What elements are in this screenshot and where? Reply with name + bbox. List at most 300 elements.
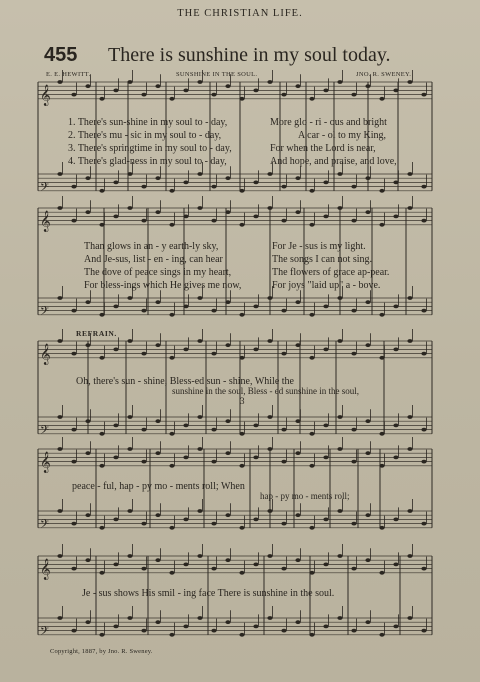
note-head bbox=[239, 526, 244, 530]
note-head bbox=[183, 348, 188, 352]
note-head bbox=[141, 352, 146, 356]
note-head bbox=[57, 339, 62, 343]
note-head bbox=[407, 447, 412, 451]
composer-credit: JNO. R. SWENEY. bbox=[356, 71, 412, 78]
note-head bbox=[169, 97, 174, 101]
note-head bbox=[323, 215, 328, 219]
note-head bbox=[309, 526, 314, 530]
note-head bbox=[155, 419, 160, 423]
note-head bbox=[295, 419, 300, 423]
note-head bbox=[351, 93, 356, 97]
note-head bbox=[267, 554, 272, 558]
note-head bbox=[113, 348, 118, 352]
note-head bbox=[99, 97, 104, 101]
note-head bbox=[99, 633, 104, 637]
refrain-bass-line-1: sunshine in the soul, Bless - ed sunshine in the soul, bbox=[172, 386, 359, 396]
note-head bbox=[225, 620, 230, 624]
note-head bbox=[393, 89, 398, 93]
note-head bbox=[365, 513, 370, 517]
note-head bbox=[239, 313, 244, 317]
note-head bbox=[253, 518, 258, 522]
note-head bbox=[323, 348, 328, 352]
note-head bbox=[407, 554, 412, 558]
note-head bbox=[393, 215, 398, 219]
note-head bbox=[323, 89, 328, 93]
note-head bbox=[281, 522, 286, 526]
note-head bbox=[323, 563, 328, 567]
note-head bbox=[309, 432, 314, 436]
clef-icon: 𝄞 bbox=[40, 558, 51, 580]
note-head bbox=[337, 296, 342, 300]
note-head bbox=[253, 424, 258, 428]
note-head bbox=[57, 415, 62, 419]
note-head bbox=[239, 633, 244, 637]
note-head bbox=[351, 219, 356, 223]
refrain-bass-line-2: hap - py mo - ments roll; bbox=[260, 491, 350, 501]
note-head bbox=[393, 305, 398, 309]
note-head bbox=[281, 219, 286, 223]
note-head bbox=[323, 518, 328, 522]
note-head bbox=[57, 296, 62, 300]
note-head bbox=[225, 84, 230, 88]
note-head bbox=[197, 554, 202, 558]
note-head bbox=[323, 305, 328, 309]
refrain-treble-line-3: Je - sus shows His smil - ing face There is sunshine in the soul. bbox=[82, 588, 335, 599]
note-head bbox=[407, 616, 412, 620]
note-head bbox=[85, 513, 90, 517]
note-head bbox=[421, 185, 426, 189]
note-head bbox=[281, 93, 286, 97]
note-head bbox=[113, 518, 118, 522]
note-head bbox=[379, 189, 384, 193]
note-head bbox=[211, 309, 216, 313]
note-head bbox=[71, 567, 76, 571]
note-head bbox=[239, 571, 244, 575]
note-head bbox=[309, 356, 314, 360]
triplet-mark: 3 bbox=[240, 396, 245, 406]
note-head bbox=[183, 305, 188, 309]
note-head bbox=[211, 93, 216, 97]
hymn-number: 455 bbox=[44, 44, 78, 66]
note-head bbox=[407, 206, 412, 210]
note-head bbox=[351, 352, 356, 356]
note-head bbox=[281, 185, 286, 189]
note-head bbox=[421, 522, 426, 526]
verse-2-line-2: And Je-sus, list - en - ing, can hear bbox=[84, 254, 223, 265]
note-head bbox=[71, 428, 76, 432]
note-head bbox=[85, 176, 90, 180]
note-head bbox=[155, 620, 160, 624]
note-head bbox=[267, 172, 272, 176]
note-head bbox=[295, 343, 300, 347]
note-head bbox=[295, 176, 300, 180]
note-head bbox=[197, 296, 202, 300]
note-head bbox=[71, 185, 76, 189]
note-head bbox=[281, 309, 286, 313]
note-head bbox=[407, 415, 412, 419]
note-head bbox=[57, 509, 62, 513]
verse-4-line-2: For bless-ings which He gives me now, bbox=[84, 280, 242, 291]
section-title: THE CHRISTIAN LIFE. bbox=[177, 8, 303, 19]
note-head bbox=[421, 309, 426, 313]
note-head bbox=[141, 567, 146, 571]
note-head bbox=[155, 558, 160, 562]
note-head bbox=[211, 185, 216, 189]
verse-4-line-1-cont: And hope, and praise, and love, bbox=[270, 156, 397, 167]
note-head bbox=[197, 206, 202, 210]
note-head bbox=[71, 309, 76, 313]
note-head bbox=[379, 571, 384, 575]
note-head bbox=[267, 339, 272, 343]
note-head bbox=[71, 93, 76, 97]
note-head bbox=[183, 215, 188, 219]
note-head bbox=[211, 219, 216, 223]
note-head bbox=[421, 219, 426, 223]
note-head bbox=[169, 633, 174, 637]
note-head bbox=[379, 356, 384, 360]
note-head bbox=[421, 428, 426, 432]
note-head bbox=[113, 215, 118, 219]
note-head bbox=[337, 415, 342, 419]
note-head bbox=[155, 176, 160, 180]
note-head bbox=[127, 296, 132, 300]
verse-3-line-1-cont: For when the Lord is near, bbox=[270, 143, 376, 154]
note-head bbox=[309, 223, 314, 227]
note-head bbox=[379, 223, 384, 227]
note-head bbox=[309, 571, 314, 575]
note-head bbox=[57, 554, 62, 558]
note-head bbox=[113, 424, 118, 428]
note-head bbox=[113, 563, 118, 567]
tune-name: SUNSHINE IN THE SOUL. bbox=[176, 71, 258, 78]
note-head bbox=[127, 447, 132, 451]
note-head bbox=[253, 625, 258, 629]
note-head bbox=[309, 633, 314, 637]
note-head bbox=[225, 513, 230, 517]
note-head bbox=[253, 305, 258, 309]
note-head bbox=[99, 571, 104, 575]
note-head bbox=[211, 460, 216, 464]
note-head bbox=[421, 567, 426, 571]
note-head bbox=[141, 185, 146, 189]
clef-icon: 𝄞 bbox=[40, 84, 51, 106]
note-head bbox=[99, 356, 104, 360]
note-head bbox=[253, 563, 258, 567]
note-head bbox=[267, 447, 272, 451]
note-head bbox=[127, 339, 132, 343]
note-head bbox=[57, 206, 62, 210]
note-head bbox=[155, 84, 160, 88]
note-head bbox=[337, 509, 342, 513]
note-head bbox=[421, 93, 426, 97]
note-head bbox=[57, 172, 62, 176]
note-head bbox=[141, 219, 146, 223]
note-head bbox=[141, 460, 146, 464]
verse-1-line-2-cont: For Je - sus is my light. bbox=[272, 241, 366, 252]
note-head bbox=[253, 89, 258, 93]
note-head bbox=[169, 571, 174, 575]
note-head bbox=[267, 206, 272, 210]
refrain-label: REFRAIN. bbox=[76, 329, 117, 338]
note-head bbox=[239, 97, 244, 101]
note-head bbox=[141, 428, 146, 432]
note-head bbox=[113, 456, 118, 460]
note-head bbox=[337, 339, 342, 343]
verse-3-line-2: The dove of peace sings in my heart, bbox=[84, 267, 232, 278]
note-head bbox=[141, 629, 146, 633]
note-head bbox=[379, 432, 384, 436]
note-head bbox=[71, 629, 76, 633]
note-head bbox=[281, 352, 286, 356]
note-head bbox=[197, 616, 202, 620]
note-head bbox=[365, 84, 370, 88]
note-head bbox=[351, 567, 356, 571]
note-head bbox=[337, 172, 342, 176]
note-head bbox=[295, 513, 300, 517]
note-head bbox=[113, 625, 118, 629]
note-head bbox=[407, 509, 412, 513]
note-head bbox=[183, 89, 188, 93]
note-head bbox=[281, 428, 286, 432]
note-head bbox=[57, 80, 62, 84]
note-head bbox=[267, 509, 272, 513]
note-head bbox=[379, 526, 384, 530]
note-head bbox=[379, 464, 384, 468]
note-head bbox=[99, 189, 104, 193]
note-head bbox=[239, 223, 244, 227]
note-head bbox=[337, 447, 342, 451]
note-head bbox=[253, 456, 258, 460]
note-head bbox=[393, 456, 398, 460]
note-head bbox=[183, 456, 188, 460]
note-head bbox=[85, 419, 90, 423]
note-head bbox=[239, 189, 244, 193]
note-head bbox=[365, 419, 370, 423]
note-head bbox=[365, 620, 370, 624]
note-head bbox=[155, 300, 160, 304]
note-head bbox=[155, 210, 160, 214]
note-head bbox=[169, 464, 174, 468]
verse-3-line-2-cont: The flowers of grace ap-pear. bbox=[272, 267, 390, 278]
note-head bbox=[99, 313, 104, 317]
verse-1-line-1-cont: More glo - ri - ous and bright bbox=[270, 117, 387, 128]
verse-2-line-2-cont: The songs I can not sing. bbox=[272, 254, 372, 265]
note-head bbox=[295, 558, 300, 562]
note-head bbox=[169, 313, 174, 317]
note-head bbox=[85, 343, 90, 347]
clef-icon: 𝄞 bbox=[40, 210, 51, 232]
note-head bbox=[253, 215, 258, 219]
note-head bbox=[197, 415, 202, 419]
note-head bbox=[421, 460, 426, 464]
note-head bbox=[225, 300, 230, 304]
note-head bbox=[295, 620, 300, 624]
note-head bbox=[281, 567, 286, 571]
note-head bbox=[127, 206, 132, 210]
note-head bbox=[351, 428, 356, 432]
note-head bbox=[127, 415, 132, 419]
note-head bbox=[267, 616, 272, 620]
verse-4-line-2-cont: For joys "laid up" a - bove. bbox=[272, 280, 381, 291]
note-head bbox=[295, 84, 300, 88]
note-head bbox=[365, 300, 370, 304]
note-head bbox=[295, 300, 300, 304]
note-head bbox=[211, 567, 216, 571]
note-head bbox=[99, 464, 104, 468]
clef-icon: 𝄞 bbox=[40, 343, 51, 365]
verse-3-line-1: 3. There's springtime in my soul to - day, bbox=[68, 143, 232, 154]
note-head bbox=[127, 172, 132, 176]
hymn-title: There is sunshine in my soul today. bbox=[108, 44, 391, 66]
note-head bbox=[267, 415, 272, 419]
note-head bbox=[407, 296, 412, 300]
note-head bbox=[57, 447, 62, 451]
note-head bbox=[393, 181, 398, 185]
note-head bbox=[211, 428, 216, 432]
copyright-notice: Copyright, 1887, by Jno. R. Sweney. bbox=[50, 648, 153, 655]
note-head bbox=[351, 185, 356, 189]
note-head bbox=[239, 464, 244, 468]
note-head bbox=[337, 80, 342, 84]
note-head bbox=[71, 460, 76, 464]
note-head bbox=[211, 352, 216, 356]
verse-2-line-1-cont: A car - ol to my King, bbox=[298, 130, 387, 141]
note-head bbox=[337, 616, 342, 620]
note-head bbox=[85, 558, 90, 562]
note-head bbox=[197, 80, 202, 84]
note-head bbox=[309, 97, 314, 101]
note-head bbox=[365, 558, 370, 562]
note-head bbox=[113, 305, 118, 309]
note-head bbox=[225, 176, 230, 180]
note-head bbox=[323, 424, 328, 428]
clef-icon: 𝄢 bbox=[40, 423, 50, 440]
note-head bbox=[281, 629, 286, 633]
note-head bbox=[225, 558, 230, 562]
note-head bbox=[225, 210, 230, 214]
verse-1-line-1: 1. There's sun-shine in my soul to - day, bbox=[68, 117, 228, 128]
note-head bbox=[393, 518, 398, 522]
verse-1-line-2: Than glows in an - y earth-ly sky, bbox=[84, 241, 219, 252]
note-head bbox=[113, 89, 118, 93]
refrain-treble-line-1: Oh, there's sun - shine, Bless-ed sun - shine, While the bbox=[76, 376, 294, 387]
note-head bbox=[85, 451, 90, 455]
note-head bbox=[141, 522, 146, 526]
note-head bbox=[267, 80, 272, 84]
note-head bbox=[141, 309, 146, 313]
note-head bbox=[127, 554, 132, 558]
clef-icon: 𝄢 bbox=[40, 517, 50, 534]
note-head bbox=[85, 300, 90, 304]
note-head bbox=[155, 343, 160, 347]
note-head bbox=[169, 223, 174, 227]
note-head bbox=[197, 339, 202, 343]
note-head bbox=[407, 172, 412, 176]
note-head bbox=[183, 563, 188, 567]
note-head bbox=[169, 526, 174, 530]
note-head bbox=[421, 352, 426, 356]
note-head bbox=[421, 629, 426, 633]
note-head bbox=[323, 625, 328, 629]
note-head bbox=[211, 522, 216, 526]
note-head bbox=[155, 513, 160, 517]
note-head bbox=[351, 309, 356, 313]
note-head bbox=[85, 620, 90, 624]
note-head bbox=[337, 206, 342, 210]
note-head bbox=[365, 343, 370, 347]
note-head bbox=[71, 219, 76, 223]
lyricist-credit: E. E. HEWITT. bbox=[46, 71, 91, 78]
note-head bbox=[253, 181, 258, 185]
note-head bbox=[393, 625, 398, 629]
note-head bbox=[379, 633, 384, 637]
note-head bbox=[225, 343, 230, 347]
note-head bbox=[281, 460, 286, 464]
verse-4-line-1: 4. There's glad-ness in my soul to - day, bbox=[68, 156, 227, 167]
note-head bbox=[239, 432, 244, 436]
clef-icon: 𝄢 bbox=[40, 180, 50, 197]
note-head bbox=[127, 616, 132, 620]
note-head bbox=[407, 80, 412, 84]
note-head bbox=[71, 352, 76, 356]
note-head bbox=[99, 432, 104, 436]
note-head bbox=[197, 172, 202, 176]
note-head bbox=[351, 460, 356, 464]
note-head bbox=[85, 84, 90, 88]
note-head bbox=[197, 509, 202, 513]
note-head bbox=[183, 518, 188, 522]
note-head bbox=[57, 616, 62, 620]
note-head bbox=[309, 189, 314, 193]
note-head bbox=[183, 424, 188, 428]
note-head bbox=[127, 509, 132, 513]
note-head bbox=[253, 348, 258, 352]
note-head bbox=[211, 629, 216, 633]
note-head bbox=[309, 313, 314, 317]
note-head bbox=[295, 210, 300, 214]
note-head bbox=[365, 176, 370, 180]
note-head bbox=[197, 447, 202, 451]
note-head bbox=[323, 456, 328, 460]
note-head bbox=[295, 451, 300, 455]
note-head bbox=[113, 181, 118, 185]
note-head bbox=[225, 419, 230, 423]
note-head bbox=[393, 563, 398, 567]
note-head bbox=[337, 554, 342, 558]
note-head bbox=[323, 181, 328, 185]
clef-icon: 𝄢 bbox=[40, 304, 50, 321]
note-head bbox=[141, 93, 146, 97]
refrain-treble-line-2: peace - ful, hap - py mo - ments roll; When bbox=[72, 481, 245, 492]
note-head bbox=[71, 522, 76, 526]
note-head bbox=[379, 313, 384, 317]
note-head bbox=[393, 348, 398, 352]
note-head bbox=[309, 464, 314, 468]
note-head bbox=[379, 97, 384, 101]
note-head bbox=[127, 80, 132, 84]
clef-icon: 𝄞 bbox=[40, 451, 51, 473]
note-head bbox=[85, 210, 90, 214]
note-head bbox=[155, 451, 160, 455]
note-head bbox=[183, 181, 188, 185]
note-head bbox=[99, 526, 104, 530]
note-head bbox=[365, 451, 370, 455]
note-head bbox=[351, 522, 356, 526]
note-head bbox=[183, 625, 188, 629]
note-head bbox=[393, 424, 398, 428]
note-head bbox=[407, 339, 412, 343]
note-head bbox=[239, 356, 244, 360]
